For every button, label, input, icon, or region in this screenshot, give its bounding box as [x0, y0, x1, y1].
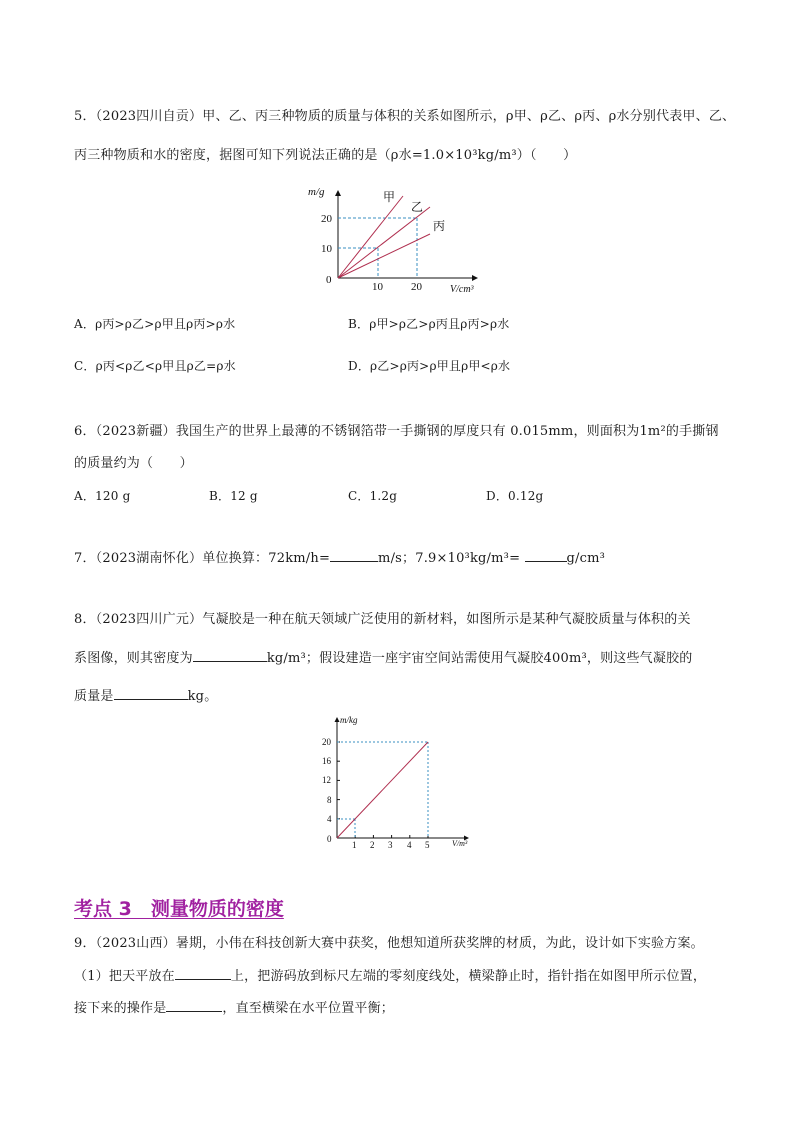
q5-x-tick-10: 10 — [372, 281, 383, 293]
q5-y-arrow — [335, 190, 341, 196]
q8-blank-density[interactable] — [193, 649, 267, 662]
q7-blank-2[interactable] — [525, 549, 567, 562]
q5-x-label: V/cm³ — [450, 284, 474, 294]
q8-aerogel-graph — [316, 712, 480, 852]
q8-data-line — [337, 742, 428, 838]
q8-blank-mass[interactable] — [114, 687, 188, 700]
section-heading: 考点 3 测量物质的密度 — [74, 898, 284, 920]
q5-series-bing-line — [338, 234, 430, 278]
q6-option-b: B．12 g — [209, 489, 258, 503]
q7-line — [74, 549, 605, 567]
q5-y-tick-20: 20 — [321, 213, 332, 225]
q8-x-label: V/m³ — [452, 839, 468, 848]
q9-line2-mid: 上，把游码放到标尺左端的零刻度线处，横梁静止时，指针指在如图甲所示位置， — [230, 969, 707, 984]
q7-prefix: 7．（2023湖南怀化）单位换算：72km/h= — [74, 551, 331, 566]
q7-mid: m/s；7.9×10³kg/m³= — [378, 551, 525, 566]
q6-option-a: A．120 g — [74, 489, 131, 503]
q8-line1: 8．（2023四川广元）气凝胶是一种在航天领域广泛使用的新材料，如图所示是某种气凝胶质量与体积的关 — [74, 612, 691, 627]
q8-y-label: m/kg — [340, 715, 358, 725]
q9-blank-2[interactable] — [166, 999, 222, 1012]
q8-x-tick-2: 2 — [370, 840, 375, 850]
q8-x-tick-4: 4 — [407, 840, 412, 850]
q8-y-arrow — [335, 717, 340, 722]
q5-option-a: A．ρ丙>ρ乙>ρ甲且ρ丙>ρ水 — [74, 317, 236, 331]
q7-blank-1[interactable] — [330, 549, 378, 562]
q9-line2-prefix: （1）把天平放在 — [74, 969, 175, 984]
q5-option-b: B．ρ甲>ρ乙>ρ丙且ρ丙>ρ水 — [348, 317, 510, 331]
q5-series-jia-label: 甲 — [383, 190, 396, 204]
q5-y-tick-10: 10 — [321, 243, 332, 255]
q5-series-jia-line — [338, 196, 403, 278]
q8-line2 — [74, 649, 692, 667]
q5-option-c: C．ρ丙<ρ乙<ρ甲且ρ乙=ρ水 — [74, 359, 236, 373]
q8-y-tick-12: 12 — [322, 775, 331, 785]
q8-x-tick-3: 3 — [388, 840, 393, 850]
q9-blank-1[interactable] — [175, 967, 231, 980]
q8-y-tick-0: 0 — [327, 834, 332, 844]
q9-line2 — [74, 967, 706, 985]
q8-line3-prefix: 质量是 — [74, 689, 114, 704]
q5-line1: 5．（2023四川自贡）甲、乙、丙三种物质的质量与体积的关系如图所示，ρ甲、ρ乙、ρ丙、ρ水分别代表甲、乙、 — [74, 109, 736, 124]
q5-option-d: D．ρ乙>ρ丙>ρ甲且ρ甲<ρ水 — [348, 359, 511, 373]
q6-line1: 6．（2023新疆）我国生产的世界上最薄的不锈钢箔带一手撕钢的厚度只有 0.015mm，则面积为1m²的手撕钢 — [74, 424, 719, 439]
q8-y-tick-4: 4 — [327, 814, 332, 824]
q6-option-c: C．1.2g — [348, 489, 398, 503]
q8-x-tick-5: 5 — [425, 840, 430, 850]
q8-line3-suffix: kg。 — [187, 689, 218, 704]
q9-line3-suffix: ，直至横梁在水平位置平衡； — [222, 1001, 395, 1016]
q5-series-yi-label: 乙 — [411, 200, 424, 214]
q8-y-tick-20: 20 — [322, 737, 331, 747]
q5-line2: 丙三种物质和水的密度，据图可知下列说法正确的是（ρ水=1.0×10³kg/m³）（ ） — [74, 148, 577, 163]
q9-line3-prefix: 接下来的操作是 — [74, 1001, 167, 1016]
q8-y-tick-8: 8 — [327, 795, 332, 805]
q5-mass-volume-graph — [300, 182, 500, 294]
q7-suffix: g/cm³ — [566, 551, 606, 566]
q6-option-d: D．0.12g — [486, 489, 544, 503]
q5-y-label: m/g — [308, 186, 325, 198]
q6-line2: 的质量约为（ ） — [74, 456, 193, 471]
q8-line2-mid: kg/m³；假设建造一座宇宙空间站需使用气凝胶400m³，则这些气凝胶的 — [266, 651, 693, 666]
q8-line3 — [74, 687, 217, 705]
q8-x-tick-1: 1 — [352, 840, 357, 850]
q5-x-arrow — [472, 275, 478, 281]
q9-line3 — [74, 999, 394, 1017]
q9-line1: 9．（2023山西）暑期，小伟在科技创新大赛中获奖，他想知道所获奖牌的材质，为此，设计如下实验方案。 — [74, 936, 704, 951]
q8-line2-prefix: 系图像，则其密度为 — [74, 651, 193, 666]
q8-y-tick-16: 16 — [322, 756, 331, 766]
q5-y-tick-0: 0 — [326, 274, 332, 286]
q5-series-bing-label: 丙 — [433, 219, 446, 233]
q5-x-tick-20: 20 — [411, 281, 422, 293]
